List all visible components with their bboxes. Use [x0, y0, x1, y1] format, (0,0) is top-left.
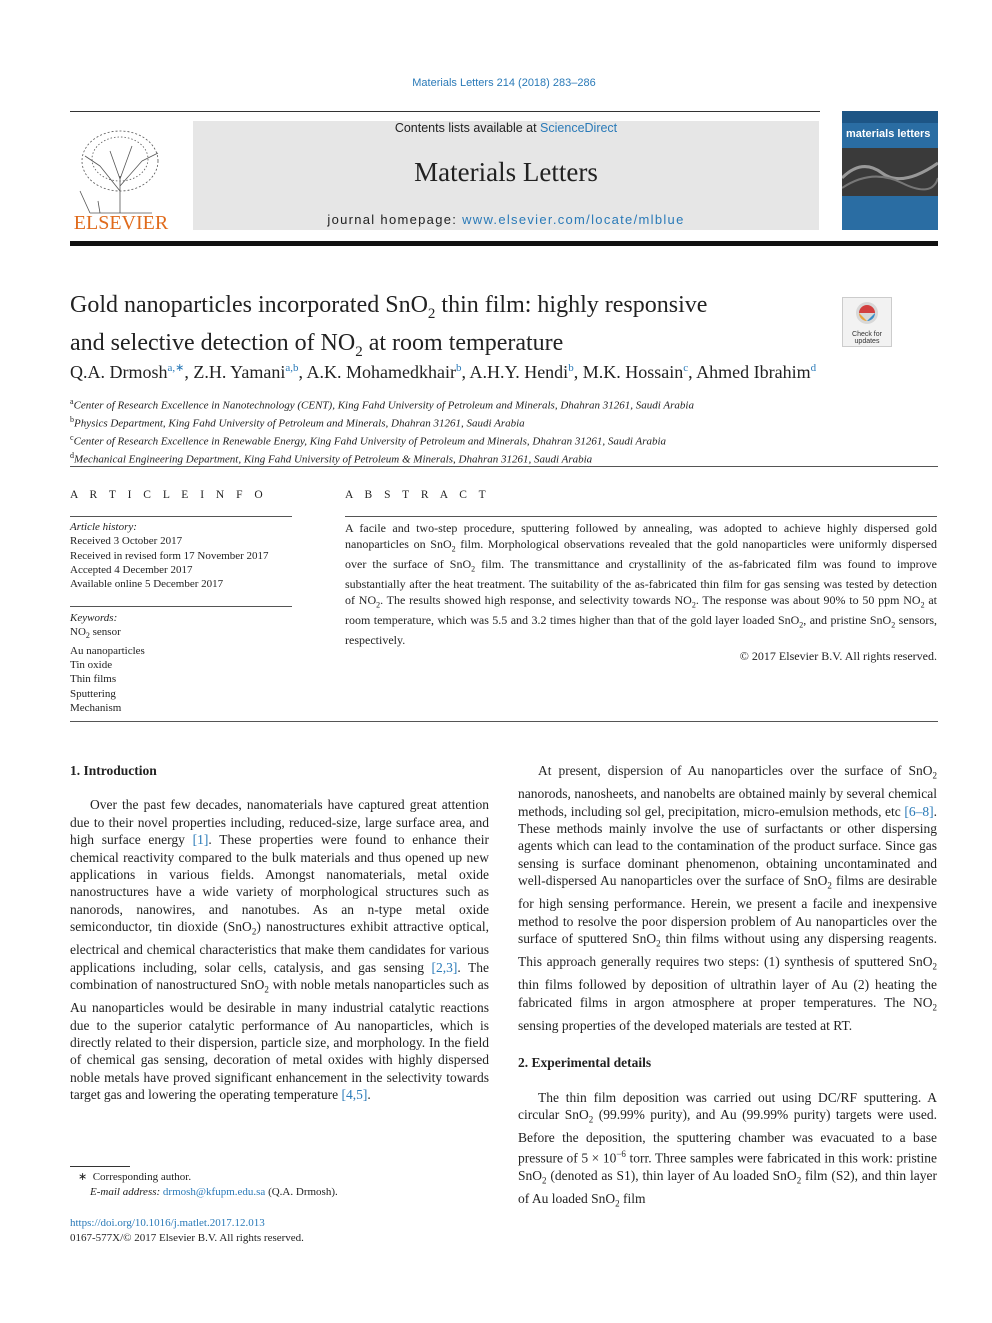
- keyword: Tin oxide: [70, 659, 113, 672]
- header-thick-rule: [70, 241, 938, 246]
- left-column: [70, 762, 489, 1104]
- issn-line: 0167-577X/© 2017 Elsevier B.V. All rights reserved.: [70, 1232, 304, 1244]
- footnote-rule: [70, 1166, 130, 1167]
- history-label: Article history:: [70, 521, 137, 533]
- history-item: Available online 5 December 2017: [70, 578, 224, 591]
- article-title: Gold nanoparticles incorporated SnO$_2$ thin film: highly responsive and selective detection of $NO_2$ at room temperature: [70, 292, 708, 360]
- doi-block: [70, 1216, 470, 1246]
- footnote: [78, 1170, 478, 1200]
- affiliation: $^c$Center of Research Excellence in Renewable Energy, King Fahd University of Petroleum and Minerals, Dhahran 31261, Saudi Arabia: [70, 433, 667, 448]
- keywords-label: Keywords:: [70, 612, 118, 624]
- right-column: [518, 762, 937, 1214]
- abstract-copyright: © 2017 Elsevier B.V. All rights reserved.: [739, 649, 937, 663]
- crossmark-icon: [843, 298, 891, 346]
- history-item: Received in revised form 17 November 2017: [70, 549, 269, 562]
- email-link[interactable]: drmosh@kfupm.edu.sa: [162, 1186, 266, 1198]
- header-rule: [70, 111, 820, 112]
- homepage-link[interactable]: www.elsevier.com/locate/mlblue: [462, 212, 685, 227]
- author-affil-marker[interactable]: b: [456, 362, 462, 374]
- svg-text:Check for: Check for: [852, 331, 882, 338]
- journal-cover[interactable]: [842, 111, 938, 230]
- author[interactable]: A.H.Y. Hendi: [469, 362, 569, 382]
- sciencedirect-link[interactable]: ScienceDirect: [540, 121, 618, 135]
- keywords: [70, 611, 292, 715]
- affiliation: $^b$Physics Department, King Fahd University of Petroleum and Minerals, Dhahran 31261, Saudi Arabia: [70, 415, 525, 430]
- history-item: Accepted 4 December 2017: [70, 563, 193, 576]
- cover-image-icon: [842, 148, 938, 196]
- doi-link[interactable]: https://doi.org/10.1016/j.matlet.2017.12.013: [70, 1217, 265, 1229]
- author-affil-marker[interactable]: a,∗: [167, 362, 185, 374]
- keyword: Thin films: [70, 673, 117, 686]
- author-affil-marker[interactable]: a,b: [285, 362, 299, 374]
- author-affil-marker[interactable]: d: [810, 362, 817, 374]
- author[interactable]: M.K. Hossain: [582, 362, 684, 382]
- keyword: Mechanism: [70, 701, 122, 714]
- author[interactable]: Ahmed Ibrahim: [696, 362, 811, 382]
- section-heading: 1. Introduction: [70, 763, 157, 778]
- divider: [70, 516, 292, 517]
- keyword: $NO_2$ sensor: [70, 626, 121, 641]
- paragraph: At present, dispersion of Au nanoparticles over the surface of SnO$_2$ nanorods, nanosheets, and nanobelts are obtained mainly by several chemical methods, including sol gel, precipitation, micro-emulsion methods, etc [6–8]. These methods mainly involve the use of surfactants or other dispersing agents which can lead to the contamination of the product surface. Since gas sensing is surface dominant phenomenon, obtaining uncontaminated and well-dispersed Au nanoparticles over the surface of SnO$_2$ films are desirable for high sensing performance. Herein, we present a facile and inexpensive method to resolve the poor dispersion problem of Au nanoparticles over the surface of sputtered SnO$_2$ thin films without using any dispersing reagents. This approach generally requires two steps: (1) synthesis of sputtered SnO$_2$ thin films followed by deposition of ultrathin layer of Au (2) heating the fabricated films in argon atmosphere at proper temperatures. The $NO_2$ sensing properties of the developed materials are tested at RT.: [518, 763, 937, 1033]
- elsevier-tree-icon: [70, 121, 172, 233]
- svg-text:updates: updates: [854, 338, 880, 345]
- author-affil-marker[interactable]: b: [568, 362, 574, 374]
- reference-link[interactable]: [6–8]: [904, 803, 934, 819]
- keyword: Au nanoparticles: [70, 644, 145, 657]
- reference-link[interactable]: [4,5]: [341, 1087, 368, 1103]
- divider: [70, 721, 938, 722]
- elsevier-logo[interactable]: [70, 121, 172, 233]
- paragraph: The thin film deposition was carried out using DC/RF sputtering. A circular SnO$_2$ (99.99% purity), and Au (99.99% purity) targets were used. Before the deposition, the sputtering chamber was evacuated to a base pressure of $5 \times 10^{-6}$ torr. Three samples were fabricated in this work: pristine SnO$_2$ (denoted as S1), thin layer of Au loaded SnO$_2$ film (S2), and thin layer of Au loaded SnO$_2$ film: [518, 1089, 938, 1210]
- journal-citation[interactable]: Materials Letters 214 (2018) 283–286: [412, 77, 596, 89]
- affiliation: $^d$Mechanical Engineering Department, King Fahd University of Petroleum & Minerals, Dhahran 31261, Saudi Arabia: [70, 451, 593, 466]
- keyword: Sputtering: [70, 687, 116, 700]
- affiliation: $^a$Center of Research Excellence in Nanotechnology (CENT), King Fahd University of Petroleum and Minerals, Dhahran 31261, Saudi Arabia: [70, 397, 694, 412]
- abstract-heading: A B S T R A C T: [345, 489, 491, 501]
- journal-banner: [193, 121, 819, 230]
- history-item: Received 3 October 2017: [70, 535, 183, 548]
- author-affil-marker[interactable]: c: [683, 362, 689, 374]
- section-heading: 2. Experimental details: [518, 1055, 652, 1071]
- elsevier-wordmark: ELSEVIER: [73, 212, 169, 233]
- divider: [70, 466, 938, 467]
- paragraph: Over the past few decades, nanomaterials have captured great attention due to their novel properties including, reduced-size, large surface area, and high surface energy [1]. These properties were found to enhance their chemical reactivity compared to the bulk materials and thus opened up new applications in various fields. Amongst nanomaterials, metal oxide nanostructures have a wide variety of morphological structures such as nanorods, nanowires, and nanotubes. As an n-type metal oxide semiconductor, tin dioxide (SnO$_2$) nanostructures exhibit attractive optical, electrical and chemical characteristics that make them candidates for various applications including, solar cells, catalysis, and gas sensing [2,3]. The combination of nanostructured SnO$_2$ with noble metals nanoparticles such as Au nanoparticles would be desirable in many industrial catalytic reactions due to the superior catalytic performance of Au nanoparticles, which is directly related to their dispersion, particle size, and morphology. In the field of chemical gas sensing, decoration of metal oxides with highly dispersed noble metals have proved significant enhancement in the selectivity towards target gas and lowering the operating temperature [4,5].: [70, 797, 490, 1103]
- journal-homepage: journal homepage: www.elsevier.com/locate/mlblue: [327, 212, 685, 227]
- author[interactable]: Z.H. Yamani: [193, 362, 286, 382]
- article-history: [70, 520, 292, 591]
- journal-title: Materials Letters: [414, 157, 598, 187]
- divider: [345, 516, 937, 517]
- corresponding-author-note: ∗ Corresponding author.: [78, 1171, 192, 1183]
- abstract-text: A facile and two-step procedure, sputtering followed by annealing, was adopted to achieve highly dispersed gold nanoparticles on SnO$_2$ film. Morphological observations revealed that the gold nanoparticles were uniformly dispersed over the surface of SnO$_2$ film. The transmittance and crystallinity of the as-fabricated film was found to improve substantially after the heat treatment. The suitability of the as-fabricated thin film for gas sensing was tested by detection of $NO_2$. The results showed high response, and selectivity towards $NO_2$. The response was about 90% to 50 ppm $NO_2$ at room temperature, which was 5.5 and 3.2 times higher than that of the gold layer loaded SnO$_2$, and pristine SnO$_2$ sensors, respectively.: [345, 521, 938, 648]
- reference-link[interactable]: [2,3]: [431, 959, 458, 975]
- cover-title: materials letters: [846, 128, 931, 140]
- author[interactable]: A.K. Mohamedkhair: [306, 362, 456, 382]
- affiliations: [70, 395, 940, 467]
- contents-line: Contents lists available at ScienceDirect: [394, 121, 618, 135]
- article-info-heading: A R T I C L E I N F O: [70, 489, 268, 501]
- divider: [70, 606, 292, 607]
- reference-link[interactable]: [1]: [192, 832, 209, 848]
- check-for-updates-badge[interactable]: [842, 297, 892, 347]
- author-list: Q.A. Drmosh$^{a,∗}$, Z.H. Yamani$^{a,b}$, A.K. Mohamedkhair$^b$, A.H.Y. Hendi$^b$, M.K. Hossain$^c$, Ahmed Ibrahim$^d$: [70, 362, 817, 382]
- author[interactable]: Q.A. Drmosh: [70, 362, 168, 382]
- email-note: E-mail address: drmosh@kfupm.edu.sa (Q.A. Drmosh).: [90, 1186, 338, 1198]
